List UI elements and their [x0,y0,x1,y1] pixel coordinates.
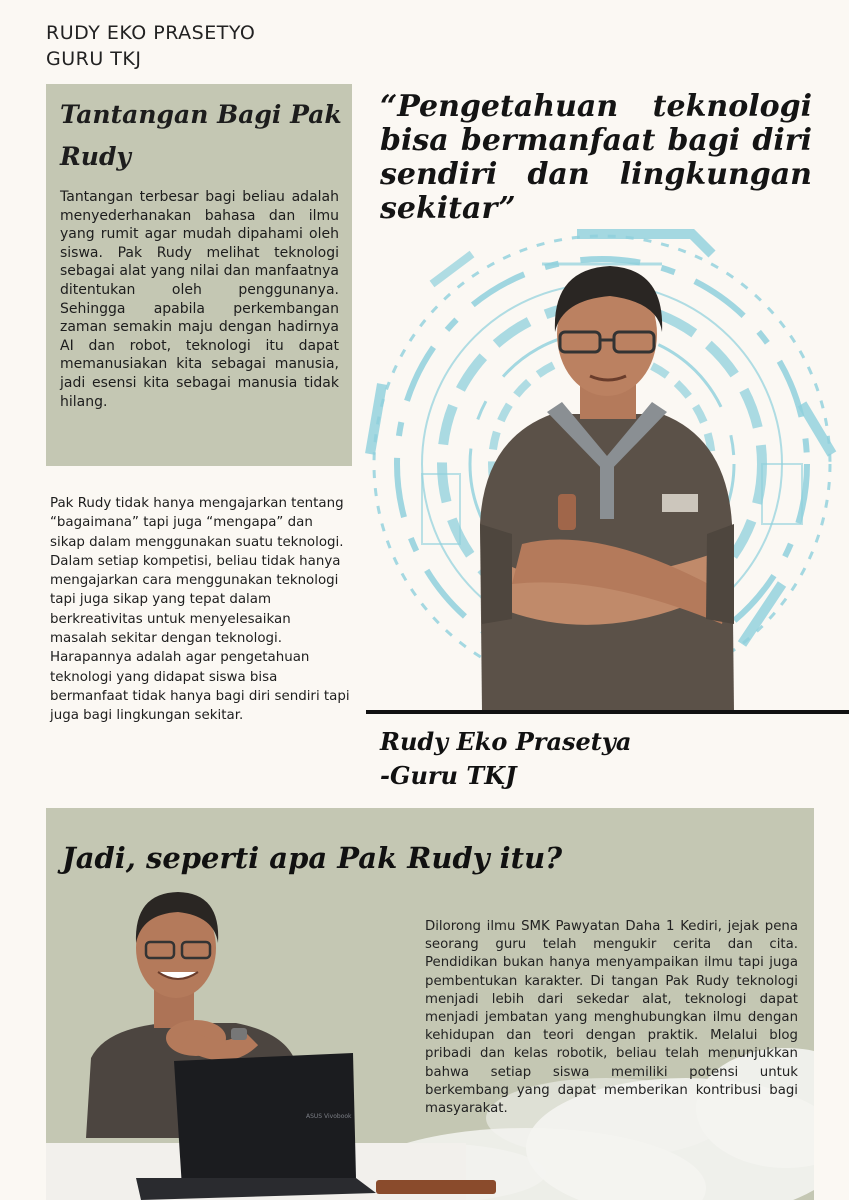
teaching-paragraph: Pak Rudy tidak hanya mengajarkan tentang “bagaimana” tapi juga “mengapa” dan sikap dalam menggunakan suatu teknologi. Dalam setiap kompetisi, beliau tidak hanya mengajarkan cara menggunakan teknologi tapi juga sikap yang tepat dalam berkreativitas untuk menyelesaikan masalah sekitar dengan teknologi. Harapannya adalah agar pengetahuan teknologi yang didapat siswa bisa bermanfaat tidak hanya bagi diri sendiri tapi juga bagi lingkungan sekitar. [50,496,350,724]
caption-role: -Guru TKJ [380,761,517,790]
header-name: RUDY EKO PRASETYO [46,22,256,44]
pull-quote: “Pengetahuan teknologi bisa bermanfaat bagi diri sendiri dan lingkungan sekitar” [380,89,812,226]
portrait-caption [380,725,631,793]
profile-panel [46,808,814,1200]
caption-name: Rudy Eko Prasetya [380,727,632,756]
challenge-panel [46,84,352,466]
teacher-portrait-photo [362,224,849,712]
challenge-heading: Tantangan Bagi Pak Rudy [60,100,342,171]
laptop-brand-label: ASUS Vivobook [306,1113,352,1120]
caption-divider [366,710,849,714]
page-header [46,20,255,72]
challenge-body: Tantangan terbesar bagi beliau adalah menyederhanakan bahasa dan ilmu yang rumit agar mudah dipahami oleh siswa. Pak Rudy melihat teknologi sebagai alat yang nilai dan manfaatnya ditentukan oleh penggunanya. Sehingga apabila perkembangan zaman semakin maju dengan hadirnya AI dan robot, teknologi itu dapat memanusiakan kita sebagai manusia, jadi esensi kita sebagai manusia tidak hilang. [60,189,339,410]
profile-body: Dilorong ilmu SMK Pawyatan Daha 1 Kediri, jejak pena seorang guru telah mengukir cerita dan cita. Pendidikan bukan hanya menyampaikan ilmu tapi juga pembentukan karakter. Di tangan Pak Rudy teknologi menjadi lebih dari sekedar alat, teknologi dapat menjadi jembatan yang menghubungkan ilmu dengan kehidupan dan teori dengan praktik. Melalui blog pribadi dan kelas robotik, beliau telah menunjukkan bahwa setiap siswa memiliki potensi untuk berkembang yang dapat memberikan kontribusi bagi masyarakat. [425,919,798,1117]
header-role: GURU TKJ [46,48,142,70]
profile-heading: Jadi, seperti apa Pak Rudy itu? [62,841,563,875]
